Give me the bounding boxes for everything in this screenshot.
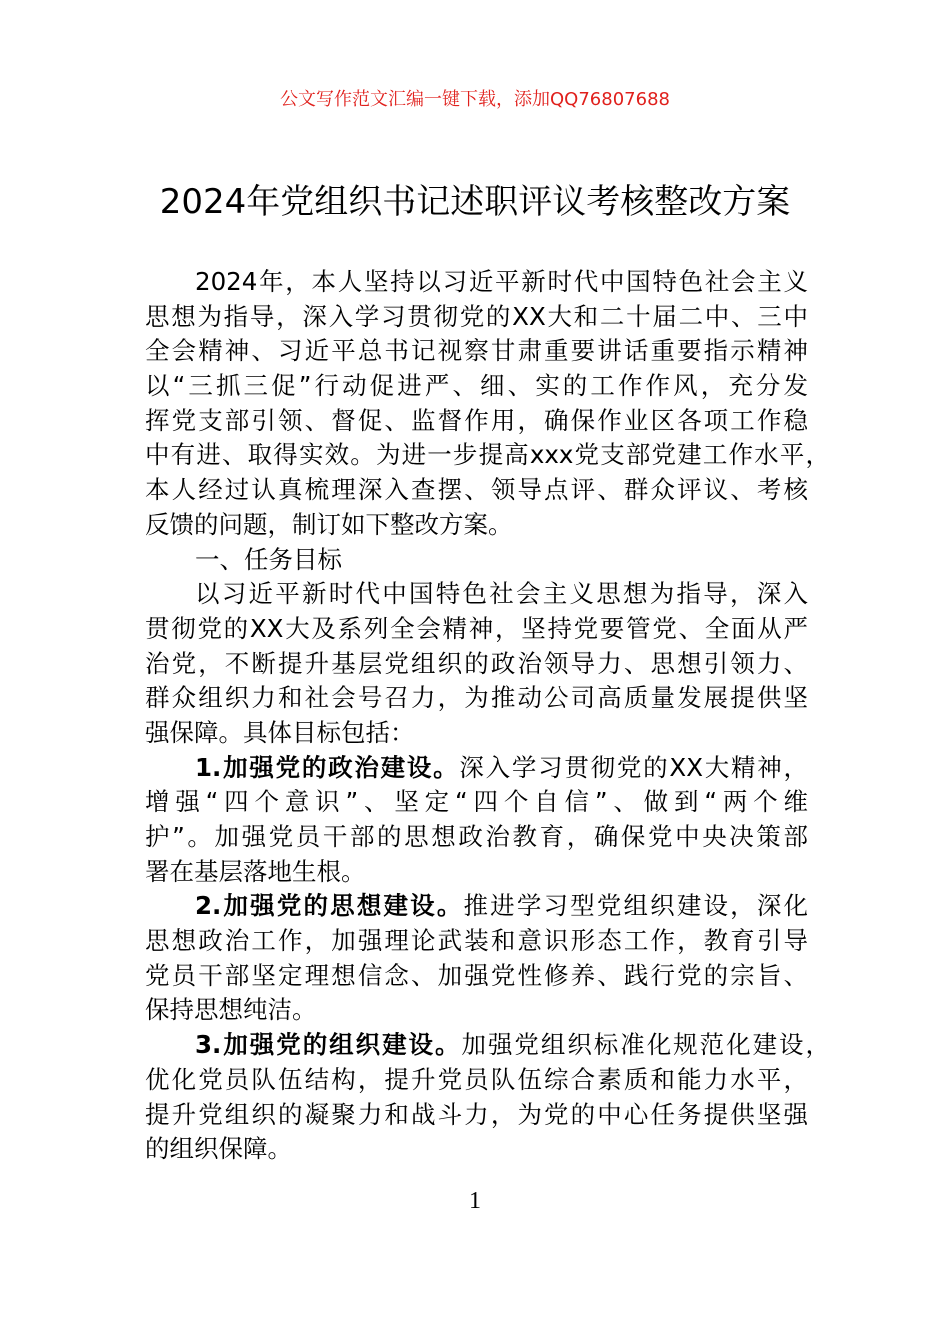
line-text: 治党，不断提升基层党组织的政治领导力、思想引领力、 [145,648,808,678]
section-lead-heading: 2.加强党的思想建设。 [195,891,464,921]
line-text: 优化党员队伍结构，提升党员队伍综合素质和能力水平， [145,1064,808,1094]
line-text: 贯彻党的XX大及系列全会精神，坚持党要管党、全面从严 [145,613,808,643]
text-line [145,300,808,335]
page-number: 1 [469,1188,481,1214]
text-line [145,959,808,994]
section-lead-heading: 3.加强党的组织建设。 [195,1030,462,1060]
text-line [145,681,808,716]
text-line [145,577,808,612]
line-text: 党员干部坚定理想信念、加强党性修养、践行党的宗旨、 [145,960,808,990]
section-lead-heading: 1.加强党的政治建设。 [195,752,460,782]
document-body [145,265,830,1167]
text-line [145,924,808,959]
line-text: 思想政治工作，加强理论武装和意识形态工作，教育引导 [145,926,808,956]
line-text: 一、任务目标 [195,544,342,574]
text-line [145,543,808,578]
text-line [145,1098,808,1133]
line-text: 中有进、取得实效。为进一步提高xxx党支部党建工作水平， [145,440,830,470]
text-line [145,334,808,369]
text-line [145,889,808,924]
line-text: 2024年，本人坚持以习近平新时代中国特色社会主义 [195,267,808,296]
text-line [145,751,808,786]
text-line [145,855,808,890]
text-line [145,265,808,300]
line-text: 的组织保障。 [145,1134,292,1164]
text-line [145,785,808,820]
line-text: 护”。加强党员干部的思想政治教育，确保党中央决策部 [145,822,808,851]
text-line [145,647,808,682]
download-banner: 公文写作范文汇编一键下载，添加QQ76807688 [280,89,670,110]
line-text: 挥党支部引领、督促、监督作用，确保作业区各项工作稳 [145,405,808,435]
text-line [145,404,808,439]
text-line [145,369,808,404]
line-text: 提升党组织的凝聚力和战斗力，为党的中心任务提供坚强 [145,1099,808,1129]
line-text: 反馈的问题，制订如下整改方案。 [145,509,513,539]
text-line [145,1028,830,1063]
line-text: 强保障。具体目标包括： [145,717,415,747]
text-line [145,716,808,751]
line-text: 群众组织力和社会号召力，为推动公司高质量发展提供坚 [145,683,808,713]
line-text: 以“三抓三促”行动促进严、细、实的工作作风，充分发 [145,371,808,401]
line-text: 本人经过认真梳理深入查摆、领导点评、群众评议、考核 [145,475,808,505]
text-line [145,508,808,543]
line-text: 推进学习型党组织建设，深化 [463,891,809,921]
document-title: 2024年党组织书记述职评议考核整改方案 [159,182,791,222]
line-text: 保持思想纯洁。 [145,995,317,1025]
line-text: 思想为指导，深入学习贯彻党的XX大和二十届二中、三中 [145,301,808,331]
text-line [145,612,808,647]
text-line [145,1063,808,1098]
text-line [145,1132,808,1167]
line-text: 加强党组织标准化规范化建设， [461,1030,830,1060]
line-text: 深入学习贯彻党的XX大精神， [459,752,808,782]
text-line [145,820,808,855]
text-line [145,473,808,508]
text-line [145,993,808,1028]
text-line [145,438,830,473]
line-text: 署在基层落地生根。 [145,856,366,886]
line-text: 以习近平新时代中国特色社会主义思想为指导，深入 [195,579,808,609]
line-text: 全会精神、习近平总书记视察甘肃重要讲话重要指示精神 [145,336,808,366]
line-text: 增强“四个意识”、坚定“四个自信”、做到“两个维 [145,787,808,817]
